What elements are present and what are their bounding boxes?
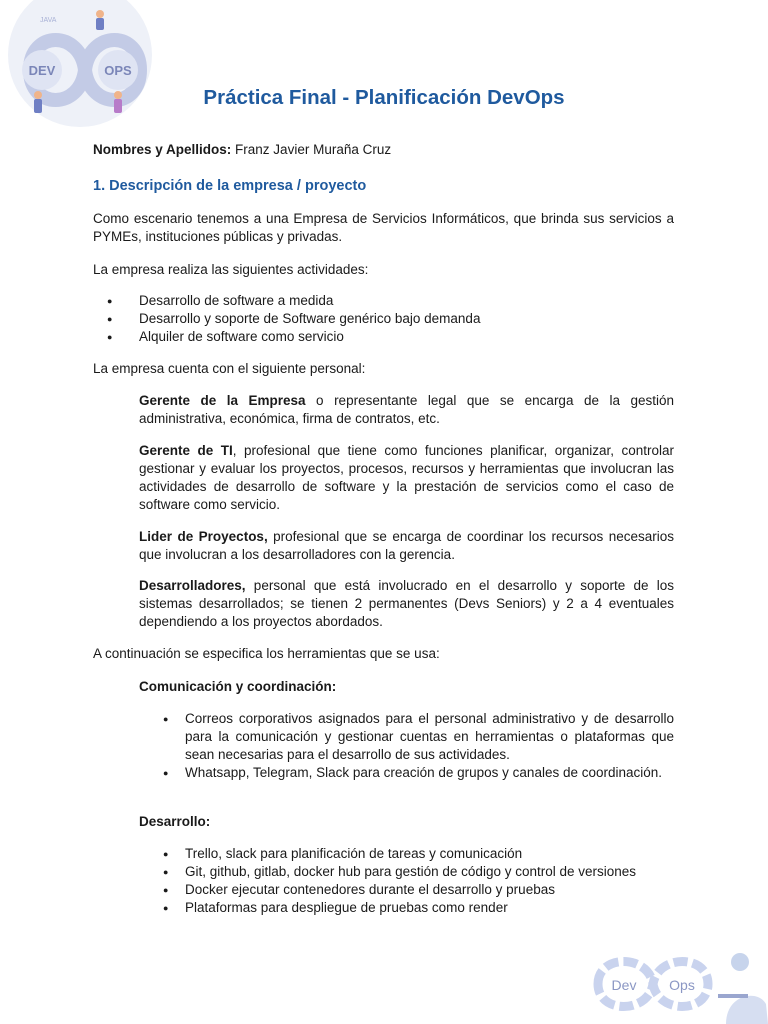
list-item: ● Alquiler de software como servicio	[93, 328, 674, 346]
staff-gerente-empresa	[139, 392, 674, 428]
student-names	[93, 142, 391, 157]
staff-gerente-ti	[139, 442, 674, 514]
activities-intro: La empresa realiza las siguientes actividades:	[93, 262, 369, 277]
staff-desc: , profesional que tiene como funciones planificar, organizar, controlar gestionar y evaluar los proyectos, procesos, recursos y herramientas que involucran las actividades de desarrollo de software y la prestación de servicios como el caso de software como servicio.	[139, 443, 674, 512]
list-item: ● Trello, slack para planificación de tareas y comunicación	[139, 845, 674, 863]
list-item: ● Whatsapp, Telegram, Slack para creación de grupos y canales de coordinación.	[139, 764, 674, 782]
communication-list	[139, 710, 674, 782]
intro-paragraph: Como escenario tenemos a una Empresa de Servicios Informáticos, que brinda sus servicios a PYMEs, instituciones públicas y privadas.	[93, 211, 674, 244]
staff-lider-proyectos	[139, 528, 674, 564]
logo-top-dev-text: DEV	[28, 63, 56, 78]
logo-bottom-ops-text: Ops	[669, 977, 695, 993]
activities-list	[93, 292, 674, 346]
development-list	[139, 845, 674, 917]
logo-bottom-dev-text: Dev	[611, 977, 637, 993]
names-value: Franz Javier Muraña Cruz	[235, 142, 392, 157]
devops-logo-top	[0, 0, 170, 130]
list-item: ● Desarrollo de software a medida	[93, 292, 674, 310]
list-item: ● Correos corporativos asignados para el personal administrativo y de desarrollo para la comunicación y gestionar cuentas en herramientas o plataformas que sean necesarias para el desarrollo de sus actividades.	[139, 710, 674, 764]
staff-role: Gerente de TI	[139, 443, 233, 458]
staff-role: Lider de Proyectos,	[139, 529, 268, 544]
list-item: ● Desarrollo y soporte de Software genérico bajo demanda	[93, 310, 674, 328]
logo-top-tag-text: JAVA	[40, 17, 57, 24]
staff-intro: La empresa cuenta con el siguiente personal:	[93, 361, 366, 376]
staff-desc: o representante legal que se encarga de la gestión administrativa, económica, firma de contratos, etc.	[139, 393, 674, 426]
logo-top-ops-text: OPS	[104, 63, 132, 78]
staff-role: Gerente de la Empresa	[139, 393, 306, 408]
list-item: ● Git, github, gitlab, docker hub para gestión de código y control de versiones	[139, 863, 674, 881]
names-label: Nombres y Apellidos:	[93, 142, 232, 157]
page-title: Práctica Final - Planificación DevOps	[203, 86, 565, 109]
tools-intro: A continuación se especifica los herramientas que se usa:	[93, 646, 440, 661]
communication-heading: Comunicación y coordinación:	[139, 679, 337, 694]
staff-desc: profesional que se encarga de coordinar los recursos necesarios que involucran a los desarrolladores con la gerencia.	[139, 529, 674, 562]
list-item: ● Docker ejecutar contenedores durante el desarrollo y pruebas	[139, 881, 674, 899]
staff-desarrolladores	[139, 577, 674, 631]
devops-logo-bottom	[568, 944, 768, 1024]
section-heading: 1. Descripción de la empresa / proyecto	[93, 178, 367, 194]
list-item: ● Plataformas para despliegue de pruebas como render	[139, 899, 674, 917]
staff-role: Desarrolladores,	[139, 578, 246, 593]
staff-desc: personal que está involucrado en el desarrollo y soporte de los sistemas desarrollados; se tienen 2 permanentes (Devs Seniors) y 2 a 4 eventuales dependiendo a los proyectos abordados.	[139, 578, 674, 629]
development-heading: Desarrollo:	[139, 814, 211, 829]
